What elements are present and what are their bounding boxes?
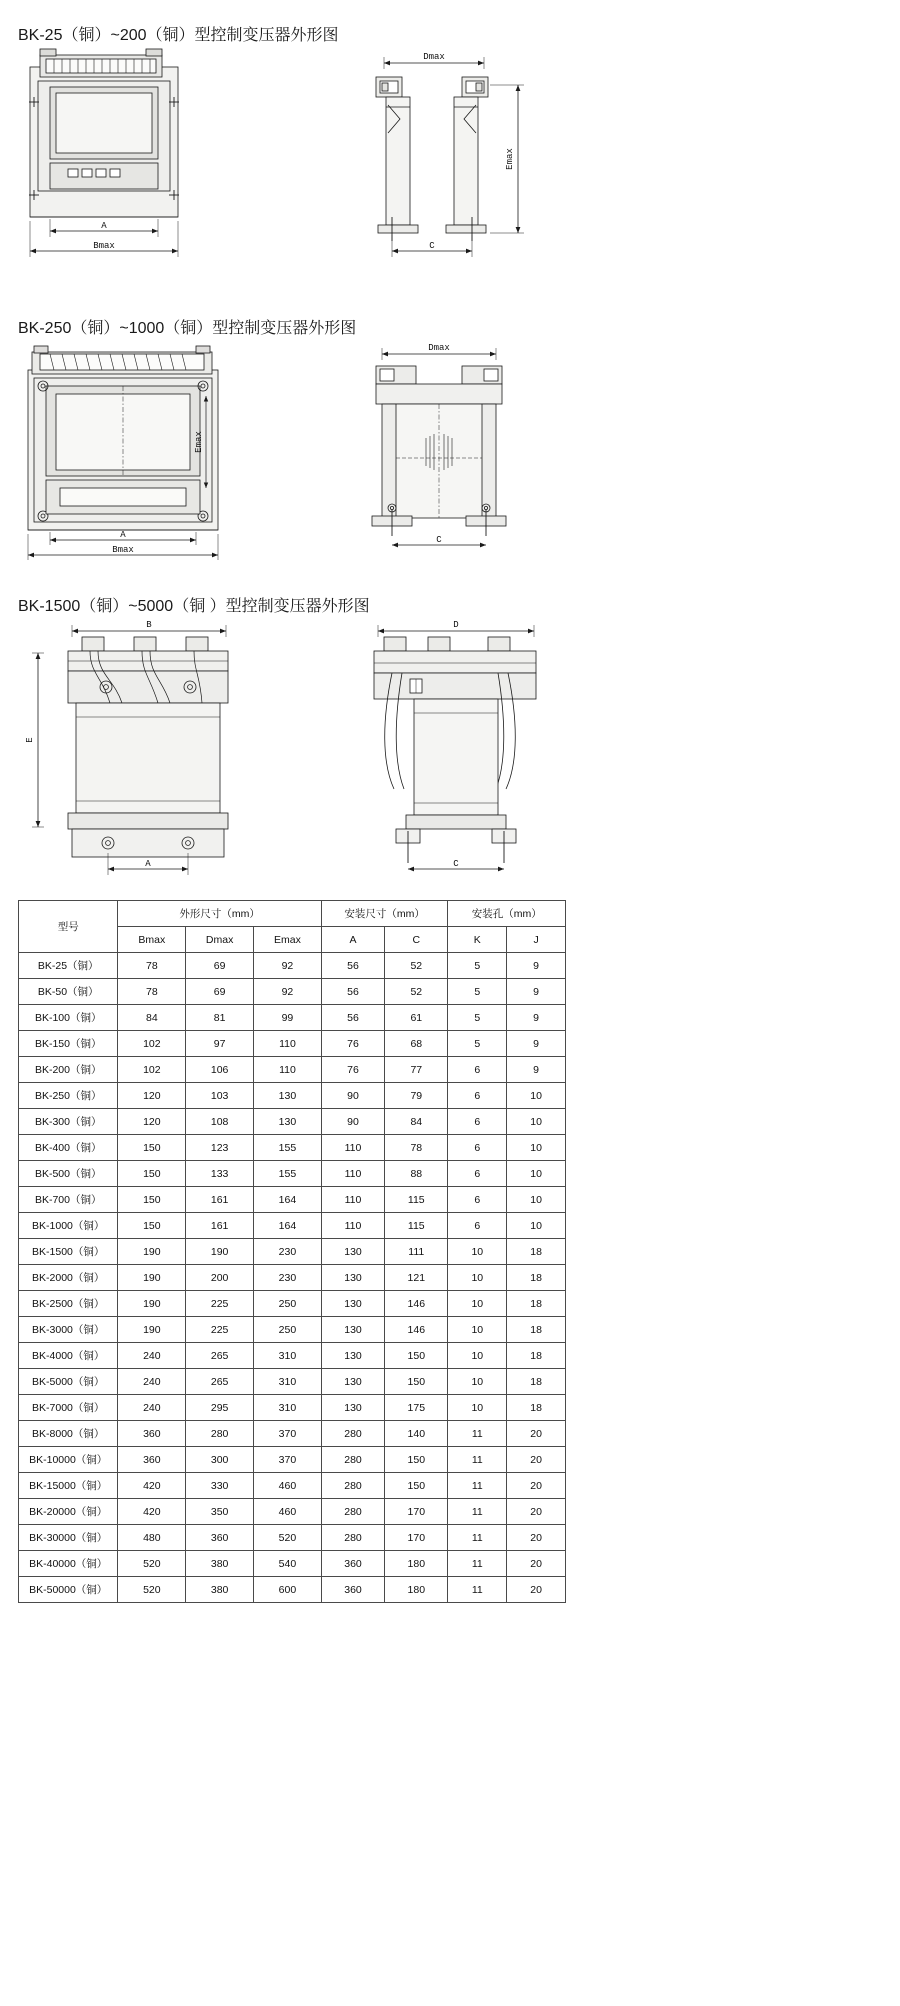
cell-value: 10	[448, 1369, 507, 1395]
cell-value: 130	[321, 1343, 384, 1369]
cell-model: BK-1500（铜）	[19, 1239, 118, 1265]
cell-value: 10	[507, 1135, 566, 1161]
cell-value: 20	[507, 1499, 566, 1525]
cell-value: 10	[507, 1109, 566, 1135]
cell-value: 190	[118, 1265, 186, 1291]
header-mounting-dims: 安装尺寸（mm）	[321, 901, 448, 927]
cell-value: 130	[321, 1265, 384, 1291]
section-1-title: BK-25（铜）~200（铜）型控制变压器外形图	[18, 27, 339, 44]
cell-value: 5	[448, 1031, 507, 1057]
cell-value: 170	[385, 1499, 448, 1525]
cell-value: 130	[254, 1109, 322, 1135]
cell-value: 5	[448, 979, 507, 1005]
cell-value: 370	[254, 1421, 322, 1447]
cell-value: 11	[448, 1577, 507, 1603]
cell-value: 520	[118, 1577, 186, 1603]
cell-value: 164	[254, 1187, 322, 1213]
cell-value: 6	[448, 1213, 507, 1239]
cell-value: 310	[254, 1395, 322, 1421]
cell-value: 360	[186, 1525, 254, 1551]
header-emax: Emax	[254, 927, 322, 953]
cell-value: 420	[118, 1473, 186, 1499]
cell-value: 115	[385, 1213, 448, 1239]
cell-model: BK-10000（铜）	[19, 1447, 118, 1473]
dim-c-2: C	[436, 535, 442, 545]
cell-model: BK-200（铜）	[19, 1057, 118, 1083]
cell-value: 10	[507, 1083, 566, 1109]
cell-value: 56	[321, 979, 384, 1005]
table-row	[19, 1291, 566, 1317]
cell-model: BK-1000（铜）	[19, 1213, 118, 1239]
cell-value: 10	[448, 1291, 507, 1317]
cell-value: 123	[186, 1135, 254, 1161]
cell-value: 11	[448, 1551, 507, 1577]
cell-value: 300	[186, 1447, 254, 1473]
cell-value: 20	[507, 1551, 566, 1577]
cell-value: 360	[118, 1421, 186, 1447]
cell-value: 10	[448, 1265, 507, 1291]
dim-a-1: A	[101, 221, 107, 231]
cell-value: 225	[186, 1317, 254, 1343]
cell-value: 180	[385, 1551, 448, 1577]
cell-value: 130	[321, 1291, 384, 1317]
table-row	[19, 1239, 566, 1265]
cell-model: BK-400（铜）	[19, 1135, 118, 1161]
cell-value: 90	[321, 1109, 384, 1135]
cell-value: 150	[118, 1187, 186, 1213]
table-row	[19, 1161, 566, 1187]
section-3-drawing	[10, 613, 890, 878]
dim-dmax-2: Dmax	[428, 343, 450, 353]
cell-model: BK-150（铜）	[19, 1031, 118, 1057]
dim-emax-1: Emax	[505, 148, 515, 170]
cell-value: 84	[118, 1005, 186, 1031]
cell-value: 146	[385, 1291, 448, 1317]
cell-value: 460	[254, 1473, 322, 1499]
cell-value: 77	[385, 1057, 448, 1083]
cell-value: 480	[118, 1525, 186, 1551]
cell-value: 120	[118, 1083, 186, 1109]
cell-value: 18	[507, 1239, 566, 1265]
cell-value: 280	[321, 1421, 384, 1447]
cell-model: BK-7000（铜）	[19, 1395, 118, 1421]
cell-value: 350	[186, 1499, 254, 1525]
cell-value: 56	[321, 1005, 384, 1031]
dim-bmax-1: Bmax	[93, 241, 115, 251]
cell-value: 150	[385, 1343, 448, 1369]
table-row	[19, 953, 566, 979]
cell-value: 130	[321, 1317, 384, 1343]
cell-value: 103	[186, 1083, 254, 1109]
cell-value: 520	[254, 1525, 322, 1551]
cell-value: 130	[321, 1369, 384, 1395]
table-row	[19, 1135, 566, 1161]
cell-value: 170	[385, 1525, 448, 1551]
cell-model: BK-300（铜）	[19, 1109, 118, 1135]
cell-value: 78	[118, 953, 186, 979]
cell-value: 164	[254, 1213, 322, 1239]
header-k: K	[448, 927, 507, 953]
cell-value: 61	[385, 1005, 448, 1031]
cell-model: BK-4000（铜）	[19, 1343, 118, 1369]
cell-model: BK-250（铜）	[19, 1083, 118, 1109]
cell-model: BK-8000（铜）	[19, 1421, 118, 1447]
cell-value: 84	[385, 1109, 448, 1135]
cell-value: 111	[385, 1239, 448, 1265]
cell-value: 146	[385, 1317, 448, 1343]
cell-value: 78	[118, 979, 186, 1005]
cell-model: BK-50000（铜）	[19, 1577, 118, 1603]
dim-d-3: D	[453, 620, 459, 630]
cell-value: 161	[186, 1187, 254, 1213]
cell-value: 295	[186, 1395, 254, 1421]
cell-value: 108	[186, 1109, 254, 1135]
cell-value: 81	[186, 1005, 254, 1031]
cell-value: 110	[254, 1057, 322, 1083]
cell-value: 225	[186, 1291, 254, 1317]
table-row	[19, 1265, 566, 1291]
cell-value: 6	[448, 1161, 507, 1187]
cell-value: 18	[507, 1317, 566, 1343]
dim-c-1: C	[429, 241, 435, 251]
cell-value: 6	[448, 1135, 507, 1161]
cell-value: 20	[507, 1525, 566, 1551]
cell-value: 10	[507, 1213, 566, 1239]
cell-value: 69	[186, 979, 254, 1005]
cell-value: 280	[321, 1525, 384, 1551]
cell-value: 9	[507, 953, 566, 979]
cell-value: 6	[448, 1187, 507, 1213]
section-3-title: BK-1500（铜）~5000（铜 ）型控制变压器外形图	[18, 598, 370, 615]
cell-value: 10	[448, 1395, 507, 1421]
dim-c-3: C	[453, 859, 459, 869]
cell-value: 20	[507, 1473, 566, 1499]
cell-value: 540	[254, 1551, 322, 1577]
cell-value: 420	[118, 1499, 186, 1525]
table-row	[19, 1551, 566, 1577]
cell-value: 10	[448, 1239, 507, 1265]
cell-value: 88	[385, 1161, 448, 1187]
cell-value: 92	[254, 979, 322, 1005]
header-mounting-holes: 安装孔（mm）	[448, 901, 566, 927]
cell-value: 102	[118, 1031, 186, 1057]
table-row	[19, 1473, 566, 1499]
cell-value: 360	[118, 1447, 186, 1473]
dim-a-3: A	[145, 859, 151, 869]
table-row	[19, 1395, 566, 1421]
table-row	[19, 1447, 566, 1473]
dim-emax-2: Emax	[194, 431, 204, 453]
header-outline-dims: 外形尺寸（mm）	[118, 901, 321, 927]
cell-value: 10	[507, 1161, 566, 1187]
section-2-title: BK-250（铜）~1000（铜）型控制变压器外形图	[18, 320, 357, 337]
cell-value: 20	[507, 1421, 566, 1447]
dim-a-2: A	[120, 530, 126, 540]
cell-value: 76	[321, 1031, 384, 1057]
cell-value: 121	[385, 1265, 448, 1291]
cell-value: 380	[186, 1551, 254, 1577]
cell-value: 68	[385, 1031, 448, 1057]
cell-value: 240	[118, 1395, 186, 1421]
cell-value: 11	[448, 1499, 507, 1525]
cell-value: 11	[448, 1421, 507, 1447]
header-dmax: Dmax	[186, 927, 254, 953]
cell-value: 97	[186, 1031, 254, 1057]
cell-value: 155	[254, 1135, 322, 1161]
cell-value: 6	[448, 1083, 507, 1109]
cell-value: 360	[321, 1551, 384, 1577]
cell-value: 9	[507, 979, 566, 1005]
cell-value: 52	[385, 953, 448, 979]
cell-value: 5	[448, 1005, 507, 1031]
cell-value: 9	[507, 1057, 566, 1083]
cell-value: 370	[254, 1447, 322, 1473]
cell-value: 380	[186, 1577, 254, 1603]
cell-value: 9	[507, 1031, 566, 1057]
cell-value: 265	[186, 1369, 254, 1395]
section-1-drawing	[10, 45, 890, 260]
dim-e-3: E	[25, 737, 35, 743]
table-row	[19, 1057, 566, 1083]
cell-value: 69	[186, 953, 254, 979]
cell-value: 110	[321, 1213, 384, 1239]
cell-value: 150	[385, 1473, 448, 1499]
table-row	[19, 1031, 566, 1057]
cell-value: 175	[385, 1395, 448, 1421]
table-body	[19, 953, 566, 1603]
cell-value: 130	[321, 1395, 384, 1421]
cell-value: 120	[118, 1109, 186, 1135]
cell-value: 161	[186, 1213, 254, 1239]
cell-value: 155	[254, 1161, 322, 1187]
cell-value: 110	[321, 1161, 384, 1187]
cell-value: 18	[507, 1291, 566, 1317]
cell-value: 10	[448, 1343, 507, 1369]
cell-value: 90	[321, 1083, 384, 1109]
table-row	[19, 1083, 566, 1109]
cell-value: 265	[186, 1343, 254, 1369]
spec-table	[18, 900, 566, 1603]
cell-value: 150	[385, 1369, 448, 1395]
cell-value: 130	[321, 1239, 384, 1265]
cell-value: 115	[385, 1187, 448, 1213]
cell-model: BK-5000（铜）	[19, 1369, 118, 1395]
header-model: 型号	[19, 901, 118, 953]
cell-value: 190	[118, 1317, 186, 1343]
cell-value: 18	[507, 1369, 566, 1395]
cell-model: BK-15000（铜）	[19, 1473, 118, 1499]
table-row	[19, 1343, 566, 1369]
cell-value: 5	[448, 953, 507, 979]
cell-value: 190	[186, 1239, 254, 1265]
cell-model: BK-500（铜）	[19, 1161, 118, 1187]
cell-value: 18	[507, 1265, 566, 1291]
cell-value: 600	[254, 1577, 322, 1603]
cell-value: 6	[448, 1057, 507, 1083]
cell-value: 110	[254, 1031, 322, 1057]
cell-value: 230	[254, 1265, 322, 1291]
cell-value: 190	[118, 1291, 186, 1317]
cell-value: 190	[118, 1239, 186, 1265]
table-row	[19, 1213, 566, 1239]
cell-value: 280	[186, 1421, 254, 1447]
cell-value: 11	[448, 1447, 507, 1473]
cell-value: 18	[507, 1395, 566, 1421]
cell-value: 280	[321, 1473, 384, 1499]
dim-b-3: B	[146, 620, 152, 630]
cell-value: 56	[321, 953, 384, 979]
table-row	[19, 1369, 566, 1395]
spec-table-wrapper	[18, 900, 566, 1603]
table-row	[19, 1525, 566, 1551]
cell-model: BK-2000（铜）	[19, 1265, 118, 1291]
cell-value: 180	[385, 1577, 448, 1603]
cell-value: 52	[385, 979, 448, 1005]
header-c: C	[385, 927, 448, 953]
cell-value: 20	[507, 1447, 566, 1473]
cell-value: 250	[254, 1291, 322, 1317]
table-row	[19, 1317, 566, 1343]
cell-value: 6	[448, 1109, 507, 1135]
table-row	[19, 1421, 566, 1447]
cell-value: 240	[118, 1343, 186, 1369]
cell-value: 10	[507, 1187, 566, 1213]
cell-value: 310	[254, 1369, 322, 1395]
cell-value: 133	[186, 1161, 254, 1187]
cell-value: 140	[385, 1421, 448, 1447]
cell-value: 110	[321, 1187, 384, 1213]
cell-value: 150	[385, 1447, 448, 1473]
cell-value: 110	[321, 1135, 384, 1161]
cell-value: 92	[254, 953, 322, 979]
cell-value: 9	[507, 1005, 566, 1031]
table-row	[19, 979, 566, 1005]
cell-value: 280	[321, 1499, 384, 1525]
cell-value: 78	[385, 1135, 448, 1161]
cell-model: BK-2500（铜）	[19, 1291, 118, 1317]
section-2-drawing	[10, 338, 890, 563]
table-row	[19, 1577, 566, 1603]
dim-bmax-2: Bmax	[112, 545, 134, 555]
cell-value: 280	[321, 1447, 384, 1473]
cell-value: 240	[118, 1369, 186, 1395]
cell-value: 330	[186, 1473, 254, 1499]
cell-value: 79	[385, 1083, 448, 1109]
cell-model: BK-50（铜）	[19, 979, 118, 1005]
table-row	[19, 1499, 566, 1525]
cell-model: BK-40000（铜）	[19, 1551, 118, 1577]
cell-value: 360	[321, 1577, 384, 1603]
table-row	[19, 1187, 566, 1213]
cell-value: 18	[507, 1343, 566, 1369]
cell-value: 20	[507, 1577, 566, 1603]
cell-value: 102	[118, 1057, 186, 1083]
cell-value: 76	[321, 1057, 384, 1083]
dim-dmax-1: Dmax	[423, 52, 445, 62]
cell-value: 150	[118, 1213, 186, 1239]
cell-value: 150	[118, 1135, 186, 1161]
cell-value: 130	[254, 1083, 322, 1109]
table-group-header-row	[19, 901, 566, 927]
cell-value: 99	[254, 1005, 322, 1031]
cell-value: 11	[448, 1473, 507, 1499]
cell-value: 200	[186, 1265, 254, 1291]
cell-value: 10	[448, 1317, 507, 1343]
cell-model: BK-3000（铜）	[19, 1317, 118, 1343]
cell-model: BK-700（铜）	[19, 1187, 118, 1213]
cell-value: 106	[186, 1057, 254, 1083]
cell-value: 250	[254, 1317, 322, 1343]
cell-value: 230	[254, 1239, 322, 1265]
cell-model: BK-30000（铜）	[19, 1525, 118, 1551]
cell-value: 520	[118, 1551, 186, 1577]
header-a: A	[321, 927, 384, 953]
cell-value: 310	[254, 1343, 322, 1369]
table-row	[19, 1109, 566, 1135]
cell-model: BK-20000（铜）	[19, 1499, 118, 1525]
cell-value: 460	[254, 1499, 322, 1525]
cell-value: 150	[118, 1161, 186, 1187]
cell-model: BK-25（铜）	[19, 953, 118, 979]
header-j: J	[507, 927, 566, 953]
cell-model: BK-100（铜）	[19, 1005, 118, 1031]
header-bmax: Bmax	[118, 927, 186, 953]
table-row	[19, 1005, 566, 1031]
cell-value: 11	[448, 1525, 507, 1551]
